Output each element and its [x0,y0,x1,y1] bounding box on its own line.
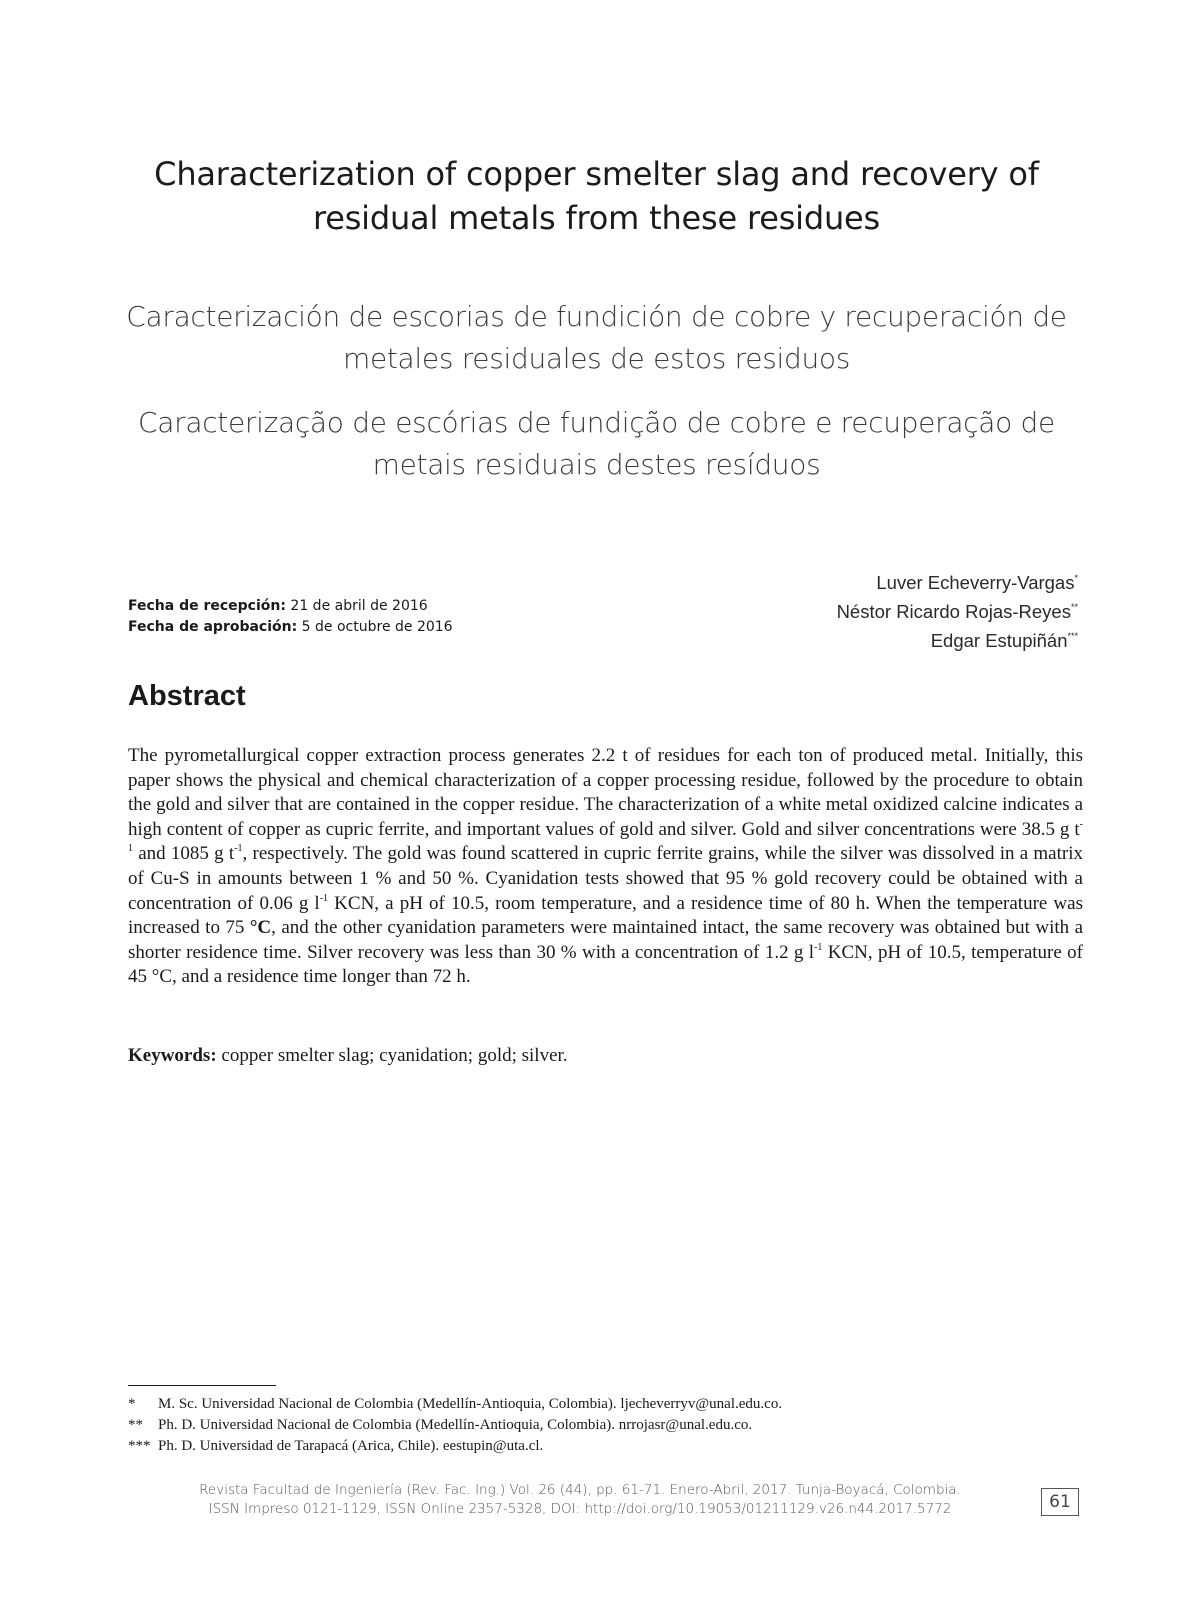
abstract-text-part: The pyrometallurgical copper extraction process generates 2.2 t of residues for each ton of produced metal. Initially, this paper shows the physical and chemical characterization of a copper processing residue, followed by the procedure to obtain the gold and silver that are contained in the copper residue. The characterization of a white metal oxidized calcine indicates a high content of copper as cupric ferrite, and important values of gold and silver. Gold and silver concentrations were 38.5 g t [128,745,1083,840]
received-date [128,596,453,617]
footnote-divider [128,1385,276,1386]
received-value: 21 de abril de 2016 [290,598,428,614]
title-line-2: residual metals from these residues [312,199,881,237]
footnote [128,1394,1088,1415]
keywords [128,1044,1083,1068]
page-number: 61 [1041,1488,1079,1516]
footnote [128,1436,1088,1457]
abstract-text-part: and 1085 g t [133,843,235,865]
footnote-mark: ** [128,1417,143,1433]
abstract-text-part: , and the other cyanidation parameters were maintained intact, the same recovery was obtained but with a shorter residence time. Silver recovery was less than 30 % with a concentration of 1.2 g l [128,917,1084,963]
article-title-portuguese [110,402,1083,486]
author-name: Néstor Ricardo Rojas-Reyes [836,601,1071,622]
author-mark: *** [1067,631,1078,641]
author-list [837,566,1078,653]
article-title-english [110,152,1083,240]
author [837,566,1078,595]
superscript: -1 [128,818,1083,855]
author [837,624,1078,653]
journal-citation [180,1481,980,1519]
approved-date [128,617,453,638]
title-pt-line-2: metais residuais destes resíduos [372,448,821,481]
abstract-heading: Abstract [128,680,246,712]
received-label: Fecha de recepción: [128,598,286,614]
footnotes [128,1394,1088,1457]
approved-value: 5 de octubre de 2016 [301,619,453,635]
footnote-mark: * [128,1396,136,1412]
author-mark: * [1074,573,1078,583]
title-es-line-1: Caracterización de escorias de fundición de cobre y recuperación de [126,300,1067,333]
superscript: -1 [234,843,243,855]
title-es-line-2: metales residuales de estos residuos [342,342,851,375]
superscript: -1 [814,941,823,953]
author-mark: ** [1070,602,1078,612]
superscript: -1 [319,892,329,904]
journal-line-2: ISSN Impreso 0121-1129, ISSN Online 2357-5328, DOI: http://doi.org/10.19053/01211129.v26.n44.2017.5772 [208,1501,952,1517]
footnote [128,1415,1088,1436]
author-name: Luver Echeverry-Vargas [876,572,1075,593]
footnote-text: Ph. D. Universidad Nacional de Colombia (Medellín-Antioquia, Colombia). nrrojasr@unal.edu.co. [158,1417,753,1433]
approved-label: Fecha de aprobación: [128,619,298,635]
title-pt-line-1: Caracterização de escórias de fundição de cobre e recuperação de [138,406,1055,439]
bold-unit: °C [249,917,272,939]
author [837,595,1078,624]
journal-line-1: Revista Facultad de Ingeniería (Rev. Fac. Ing.) Vol. 26 (44), pp. 61-71. Enero-Abril, 2017. Tunja-Boyacá, Colombia. [199,1482,961,1498]
title-line-1: Characterization of copper smelter slag and recovery of [154,155,1039,193]
abstract-body [128,744,1083,990]
abstract-text-part: KCN, a pH of 10.5, room temperature, and a residence time of 80 h. When the temperature was increased to 75 [128,892,1083,939]
submission-dates [128,596,453,638]
footnote-text: M. Sc. Universidad Nacional de Colombia (Medellín-Antioquia, Colombia). ljecheverryv@unal.edu.co. [158,1396,783,1412]
article-title-spanish [110,296,1083,380]
abstract-text-part: KCN, pH of 10.5, temperature of 45 °C, and a residence time longer than 72 h. [128,941,1083,988]
abstract-text-part: , respectively. The gold was found scattered in cupric ferrite grains, while the silver was dissolved in a matrix of Cu-S in amounts between 1 % and 50 %. Cyanidation tests showed that 95 % gold recovery could be obtained with a concentration of 0.06 g l [128,843,1083,914]
keywords-text: copper smelter slag; cyanidation; gold; silver. [216,1045,568,1066]
footnote-mark: *** [128,1438,151,1454]
author-name: Edgar Estupiñán [930,630,1068,651]
keywords-label: Keywords: [128,1045,217,1066]
footnote-text: Ph. D. Universidad de Tarapacá (Arica, Chile). eestupin@uta.cl. [158,1438,544,1454]
